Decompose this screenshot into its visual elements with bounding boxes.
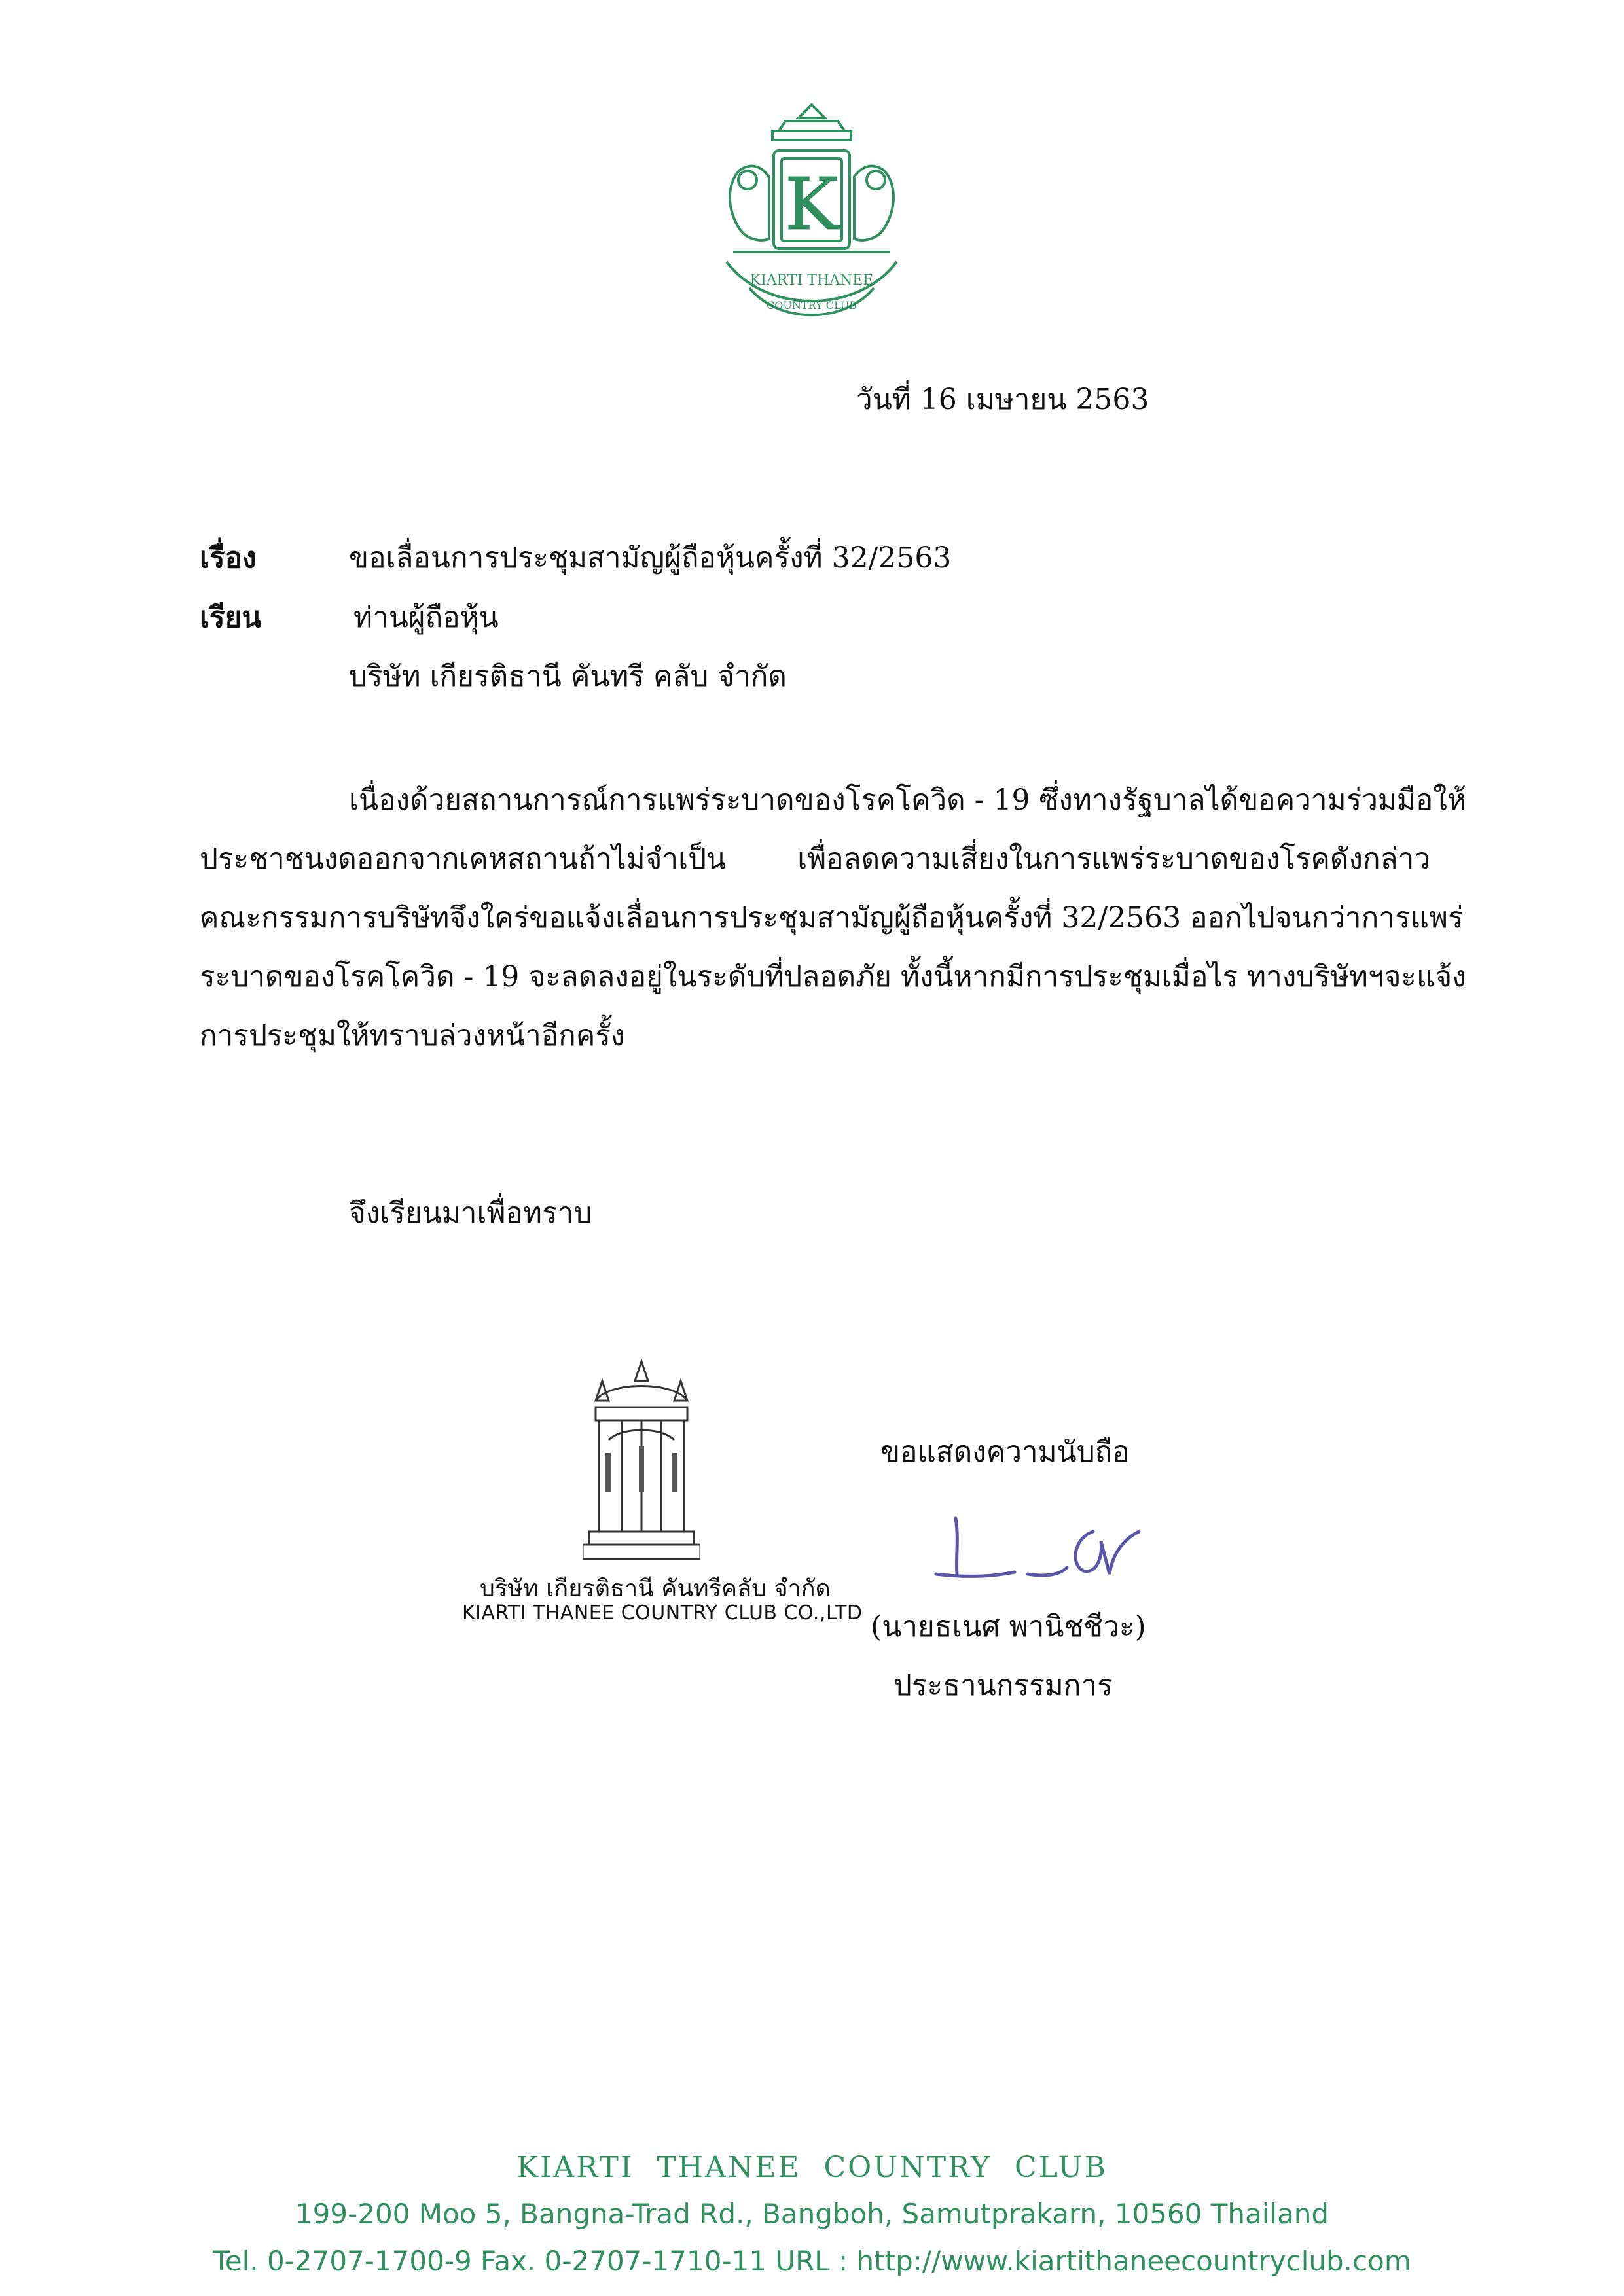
recipient-line-2: บริษัท เกียรติธานี คันทรี คลับ จำกัด	[349, 660, 787, 693]
crest-arc-text: KIARTI THANEE	[749, 272, 874, 289]
kiarti-thanee-crest-icon	[700, 98, 923, 334]
signatory-name: (นายธเนศ พานิชชีวะ)	[871, 1610, 1146, 1643]
body-line: ระบาดของโรคโควิด - 19 จะลดลงอยู่ในระดับที่ปลอดภัย ทั้งนี้หากมีการประชุมเมื่อไร ทางบริษัทฯจะแจ้ง	[200, 960, 1466, 994]
crest-letter: K	[784, 162, 839, 246]
crest-ribbon-text: COUNTRY CLUB	[767, 299, 857, 312]
company-seal-icon	[583, 1355, 700, 1564]
signatory-title: ประธานกรรมการ	[893, 1669, 1113, 1702]
body-line: การประชุมให้ทราบล่วงหน้าอีกครั้ง	[200, 1019, 625, 1052]
footer-company-name: KIARTI THANEE COUNTRY CLUB	[516, 2151, 1108, 2184]
footer-address: 199-200 Moo 5, Bangna-Trad Rd., Bangboh, Samutprakarn, 10560 Thailand	[295, 2198, 1329, 2230]
body-line: คณะกรรมการบริษัทจึงใคร่ขอแจ้งเลื่อนการประชุมสามัญผู้ถือหุ้นครั้งที่ 32/2563 ออกไปจนกว่าการแพร่	[200, 901, 1464, 935]
regards-text: ขอแสดงความนับถือ	[880, 1435, 1130, 1469]
company-stamp-thai: บริษัท เกียรติธานี คันทรีคลับ จำกัด	[480, 1575, 831, 1602]
closing-text: จึงเรียนมาเพื่อทราบ	[349, 1196, 592, 1230]
body-paragraph	[200, 771, 1466, 1066]
recipient-label: เรียน	[200, 601, 262, 634]
footer-contact: Tel. 0-2707-1700-9 Fax. 0-2707-1710-11 URL : http://www.kiartithaneecountryclub.com	[213, 2245, 1411, 2277]
body-line: เนื่องด้วยสถานการณ์การแพร่ระบาดของโรคโควิด - 19 ซึ่งทางรัฐบาลได้ขอความร่วมมือให้	[349, 783, 1466, 817]
company-stamp-english: KIARTI THANEE COUNTRY CLUB CO.,LTD	[462, 1602, 863, 1624]
letter-date: วันที่ 16 เมษายน 2563	[856, 383, 1149, 416]
handwritten-signature-icon	[929, 1512, 1146, 1590]
recipient-line-1: ท่านผู้ถือหุ้น	[353, 601, 499, 634]
body-line: ประชาชนงดออกจากเคหสถานถ้าไม่จำเป็น เพื่อลดความเสี่ยงในการแพร่ระบาดของโรคดังกล่าว	[200, 842, 1430, 876]
subject-label: เรื่อง	[200, 541, 257, 575]
subject-text: ขอเลื่อนการประชุมสามัญผู้ถือหุ้นครั้งที่ 32/2563	[349, 541, 952, 575]
